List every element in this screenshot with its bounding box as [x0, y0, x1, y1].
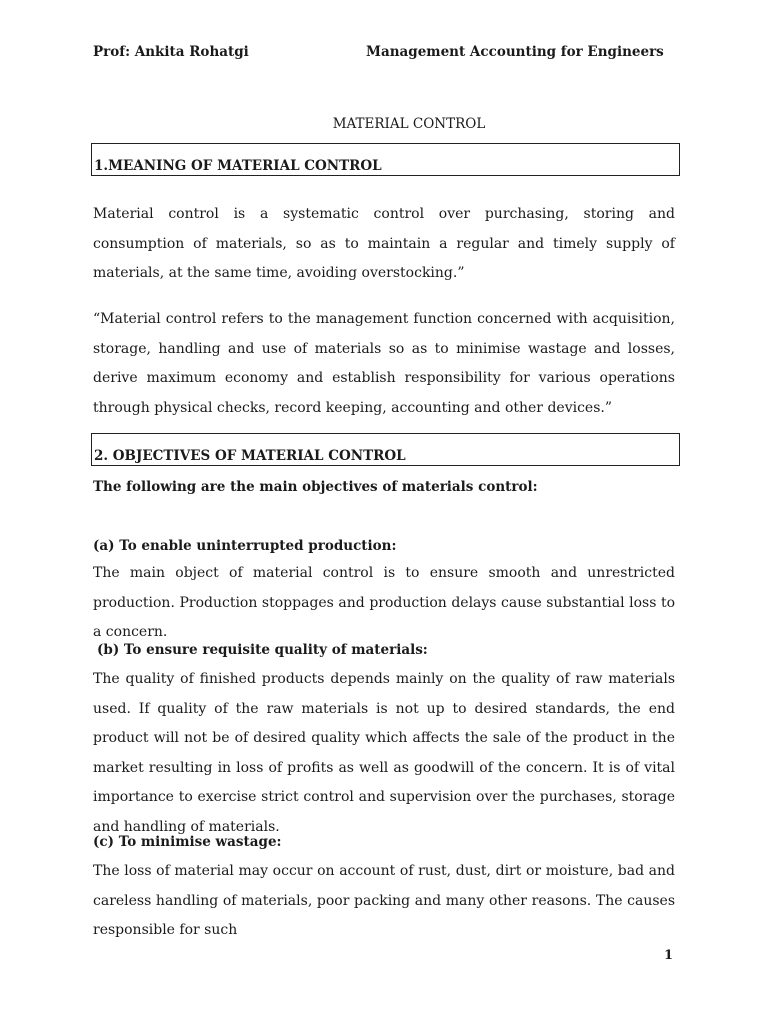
- header-course: Management Accounting for Engineers: [366, 44, 664, 60]
- objectives-intro: The following are the main objectives of materials control:: [93, 479, 538, 495]
- section1-heading-box: [91, 143, 680, 176]
- section1-paragraph-1: Material control is a systematic control over purchasing, storing and consumption of materials, so as to maintain a regular and timely supply of materials, at the same time, avoiding overstocking.”: [93, 206, 675, 281]
- section2-heading: 2. OBJECTIVES OF MATERIAL CONTROL: [94, 448, 406, 464]
- page-title: MATERIAL CONTROL: [332, 116, 486, 132]
- section1-paragraph-2: “Material control refers to the management function concerned with acquisition, storage, handling and use of materials so as to minimise wastage and losses, derive maximum economy and establish responsibility for various operations through physical checks, record keeping, accounting and other devices.”: [93, 311, 675, 416]
- objective-c-text: The loss of material may occur on account of rust, dust, dirt or moisture, bad and careless handling of materials, poor packing and many other reasons. The causes responsible for such: [93, 863, 675, 938]
- section1-heading: 1.MEANING OF MATERIAL CONTROL: [94, 158, 382, 174]
- header-author: Prof: Ankita Rohatgi: [93, 44, 249, 60]
- objective-c-heading: (c) To minimise wastage:: [93, 834, 282, 850]
- objective-b-heading: (b) To ensure requisite quality of materials:: [97, 642, 428, 658]
- section2-heading-box: [91, 433, 680, 466]
- objective-a-text: The main object of material control is to ensure smooth and unrestricted production. Production stoppages and production delays cause substantial loss to a concern.: [93, 565, 675, 640]
- page-number: 1: [663, 948, 673, 963]
- objective-a-heading: (a) To enable uninterrupted production:: [93, 538, 397, 554]
- objective-b-text: The quality of finished products depends mainly on the quality of raw materials used. If quality of the raw materials is not up to desired standards, the end product will not be of desired quality which affects the sale of the product in the market resulting in loss of profits as well as goodwill of the concern. It is of vital importance to exercise strict control and supervision over the purchases, storage and handling of materials.: [93, 671, 675, 835]
